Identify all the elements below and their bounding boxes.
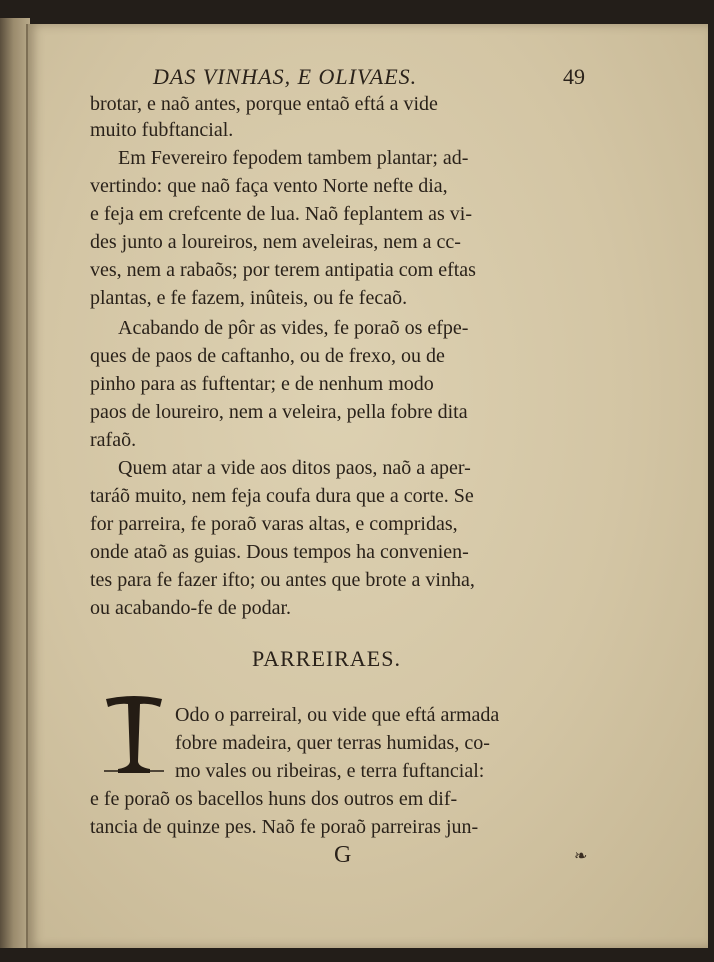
text-line: Em Fevereiro fepodem tambem plantar; ad- xyxy=(118,147,469,169)
text-line: plantas, e fe fazem, inûteis, ou fe fecaõ. xyxy=(90,287,408,309)
text-line: rafaõ. xyxy=(90,429,137,451)
text-line: pinho para as fuftentar; e de nenhum modo xyxy=(90,373,434,395)
text-line: des junto a loureiros, nem aveleiras, nem a cc- xyxy=(90,231,461,253)
text-line: ves, nem a rabaõs; por terem antipatia com eftas xyxy=(90,259,476,281)
text-line: paos de loureiro, nem a veleira, pella fobre dita xyxy=(90,401,468,423)
text-line: ou acabando-fe de podar. xyxy=(90,597,292,619)
text-line: e feja em crefcente de lua. Naõ feplantem as vi- xyxy=(90,203,473,225)
text-line: Quem atar a vide aos ditos paos, naõ a aper- xyxy=(118,457,471,479)
ornament-icon: ❧ xyxy=(574,848,588,865)
text-line: vertindo: que naõ faça vento Norte nefte dia, xyxy=(90,175,448,197)
text-line: taráõ muito, nem feja coufa dura que a corte. Se xyxy=(90,485,474,507)
text-line: onde ataõ as guias. Dous tempos ha convenien- xyxy=(90,541,469,563)
text-line: muito fubftancial. xyxy=(90,119,234,141)
drop-cap-initial xyxy=(104,693,164,773)
text-line: mo vales ou ribeiras, e terra fuftancial: xyxy=(175,760,485,782)
text-line: for parreira, fe poraõ varas altas, e compridas, xyxy=(90,513,458,535)
text-line: ques de paos de caftanho, ou de frexo, ou de xyxy=(90,345,445,367)
text-line: fobre madeira, quer terras humidas, co- xyxy=(175,732,490,754)
text-line: Acabando de pôr as vides, fe poraõ os efpe- xyxy=(118,317,469,339)
text-line: brotar, e naõ antes, porque entaõ eftá a vide xyxy=(90,93,438,115)
running-header-title: DAS VINHAS, E OLIVAES. xyxy=(153,64,418,89)
text-line: tes para fe fazer ifto; ou antes que brote a vinha, xyxy=(90,569,475,591)
section-heading: PARREIRAES. xyxy=(252,646,401,671)
page-number: 49 xyxy=(563,64,585,89)
text-line: Odo o parreiral, ou vide que eftá armada xyxy=(175,704,500,726)
signature-mark: G xyxy=(334,842,352,868)
text-line: tancia de quinze pes. Naõ fe poraõ parreiras jun- xyxy=(90,816,479,838)
text-line: e fe poraõ os bacellos huns dos outros em dif- xyxy=(90,788,458,810)
